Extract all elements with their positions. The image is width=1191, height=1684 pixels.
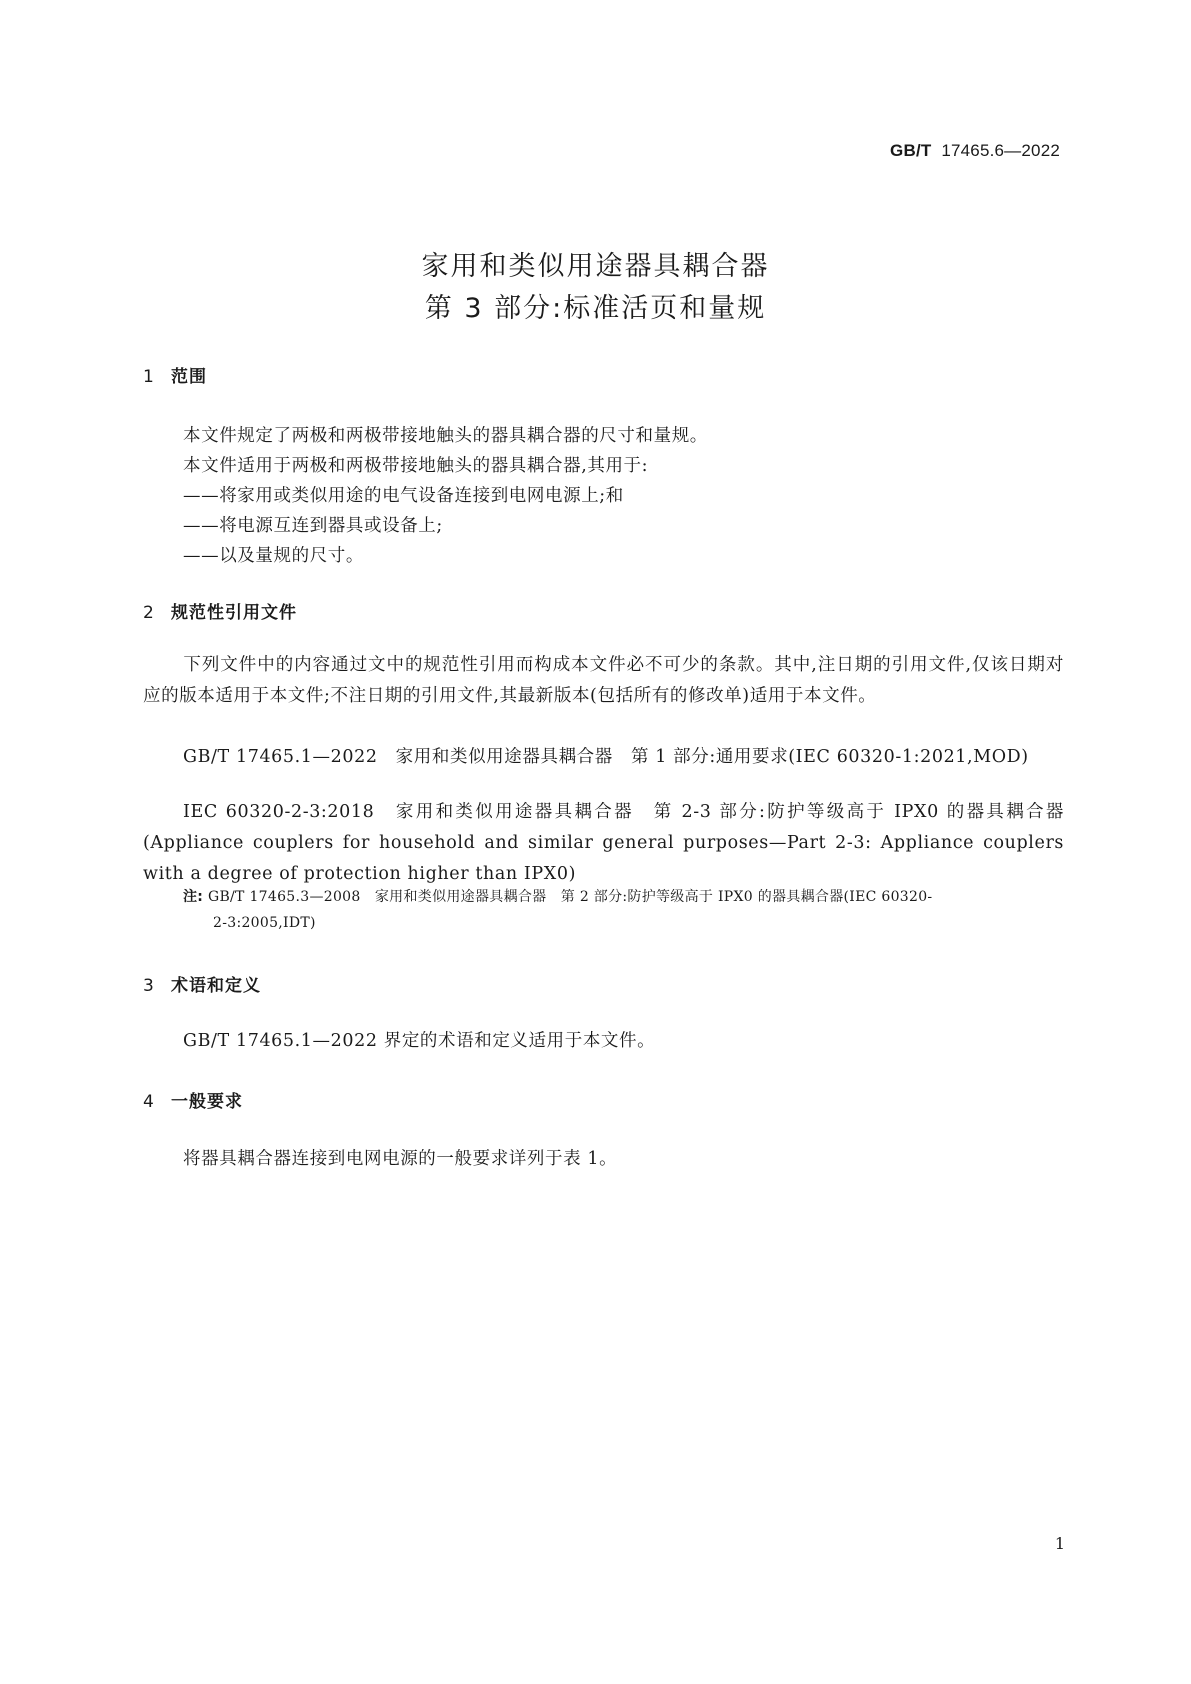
section-3-heading [143,971,261,996]
document-title-line2: 第 3 部分:标准活页和量规 [424,293,767,324]
section-number: 4 [143,1092,155,1112]
note-text: GB/T 17465.3—2008 家用和类似用途器具耦合器 第 2 部分:防护等级高于 IPX0 的器具耦合器(IEC 60320- [207,889,933,905]
intro-text: 下列文件中的内容通过文中的规范性引用而构成本文件必不可少的条款。其中,注日期的引用文件,仅该日期对应的版本适用于本文件;不注日期的引用文件,其最新版本(包括所有的修改单)适用于本文件。 [143,655,1064,706]
normative-reference-2 [143,797,1064,890]
reference-note [183,884,1063,936]
document-title-line1: 家用和类似用途器具耦合器 [421,251,770,282]
terms-paragraph: GB/T 17465.1—2022 界定的术语和定义适用于本文件。 [183,1031,656,1051]
section-2-heading [143,598,297,623]
note-continuation: 2-3:2005,IDT) [213,915,316,931]
section-number: 1 [143,367,155,387]
note-label: 注: [183,889,204,905]
normative-reference-1 [143,742,1064,773]
section-title: 术语和定义 [171,976,261,996]
page-number: 1 [1054,1534,1065,1553]
standard-number [890,141,1060,161]
reference-text: GB/T 17465.1—2022 家用和类似用途器具耦合器 第 1 部分:通用要求(IEC 60320-1:2021,MOD) [183,747,1029,767]
general-requirements-paragraph: 将器具耦合器连接到电网电源的一般要求详列于表 1。 [183,1149,618,1169]
scope-dash-item-3: ——以及量规的尺寸。 [183,546,364,566]
section-4-heading [143,1087,243,1112]
section-title: 规范性引用文件 [171,603,297,623]
standard-code: 17465.6—2022 [941,141,1060,160]
section-number: 2 [143,603,155,623]
section-number: 3 [143,976,155,996]
section-title: 一般要求 [171,1092,243,1112]
scope-dash-item-1: ——将家用或类似用途的电气设备连接到电网电源上;和 [183,486,624,506]
section-title: 范围 [171,367,207,387]
scope-dash-item-2: ——将电源互连到器具或设备上; [183,516,443,536]
normative-refs-intro [143,650,1064,712]
section-1-heading [143,362,207,387]
reference-text: IEC 60320-2-3:2018 家用和类似用途器具耦合器 第 2-3 部分:防护等级高于 IPX0 的器具耦合器(Appliance couplers for household and similar general purposes—Part 2-3: Appliance couplers with a degree of protection higher than IPX0) [143,802,1064,884]
standard-prefix: GB/T [890,141,932,160]
scope-paragraph-2: 本文件适用于两极和两极带接地触头的器具耦合器,其用于: [183,456,649,476]
scope-paragraph-1: 本文件规定了两极和两极带接地触头的器具耦合器的尺寸和量规。 [183,426,708,446]
